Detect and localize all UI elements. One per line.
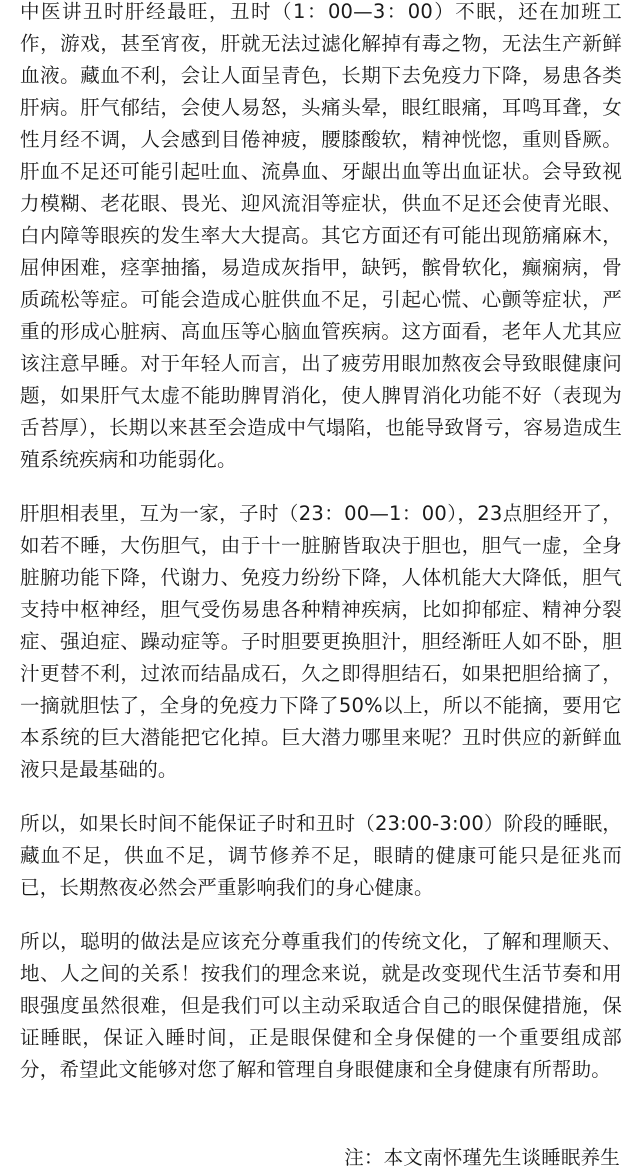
paragraph-sleep-conclusion: 所以，如果长时间不能保证子时和丑时（23:00-3:00）阶段的睡眠，藏血不足，供血不足，调节修养不足，眼睛的健康可能只是征兆而已，长期熬夜必然会严重影响我们的身心健康。 — [20, 812, 622, 899]
article-body — [20, 0, 622, 1086]
paragraph-recommendation: 所以，聪明的做法是应该充分尊重我们的传统文化，了解和理顺天、地、人之间的关系！按我们的理念来说，就是改变现代生活节奏和用眼强度虽然很难，但是我们可以主动采取适合自己的眼保健措施，保证睡眠，保证入睡时间，正是眼保健和全身保健的一个重要组成部分，希望此文能够对您了解和管理自身眼健康和全身健康有所帮助。 — [20, 930, 622, 1081]
paragraph-chou-shi-liver: 中医讲丑时肝经最旺，丑时（1：00—3：00）不眠，还在加班工作，游戏，甚至宵夜，肝就无法过滤化解掉有毒之物，无法生产新鲜血液。藏血不利，会让人面呈青色，长期下去免疫力下降，易患各类肝病。肝气郁结，会使人易怒，头痛头晕，眼红眼痛，耳鸣耳聋，女性月经不调，人会感到目倦神疲，腰膝酸软，精神恍惚，重则昏厥。肝血不足还可能引起吐血、流鼻血、牙龈出血等出血证状。会导致视力模糊、老花眼、畏光、迎风流泪等症状，供血不足还会使青光眼、白内障等眼疾的发生率大大提高。其它方面还有可能出现筋痛麻木，屈伸困难，痉挛抽搐，易造成灰指甲，缺钙，髌骨软化，癫痫病，骨质疏松等症。可能会造成心脏供血不足，引起心慌、心颤等症状，严重的形成心脏病、高血压等心脑血管疾病。这方面看，老年人尤其应该注意早睡。对于年轻人而言，出了疲劳用眼加熬夜会导致眼健康问题，如果肝气太虚不能助脾胃消化，使人脾胃消化功能不好（表现为舌苔厚），长期以来甚至会造成中气塌陷，也能导致肾亏，容易造成生殖系统疾病和功能弱化。 — [20, 0, 622, 471]
source-note: 注：本文南怀瑾先生谈睡眠养生 — [344, 1146, 620, 1169]
paragraph-zi-shi-gallbladder: 肝胆相表里，互为一家，子时（23：00—1：00），23点胆经开了，如若不睡，大伤胆气，由于十一脏腑皆取决于胆也，胆气一虚，全身脏腑功能下降，代谢力、免疫力纷纷下降，人体机能大大降低，胆气支持中枢神经，胆气受伤易患各种精神疾病，比如抑郁症、精神分裂症、强迫症、躁动症等。子时胆要更换胆汁，胆经渐旺人如不卧，胆汁更替不利，过浓而结晶成石，久之即得胆结石，如果把胆给摘了，一摘就胆怯了，全身的免疫力下降了50%以上，所以不能摘，要用它本系统的巨大潜能把它化掉。巨大潜力哪里来呢？丑时供应的新鲜血液只是最基础的。 — [20, 502, 622, 781]
